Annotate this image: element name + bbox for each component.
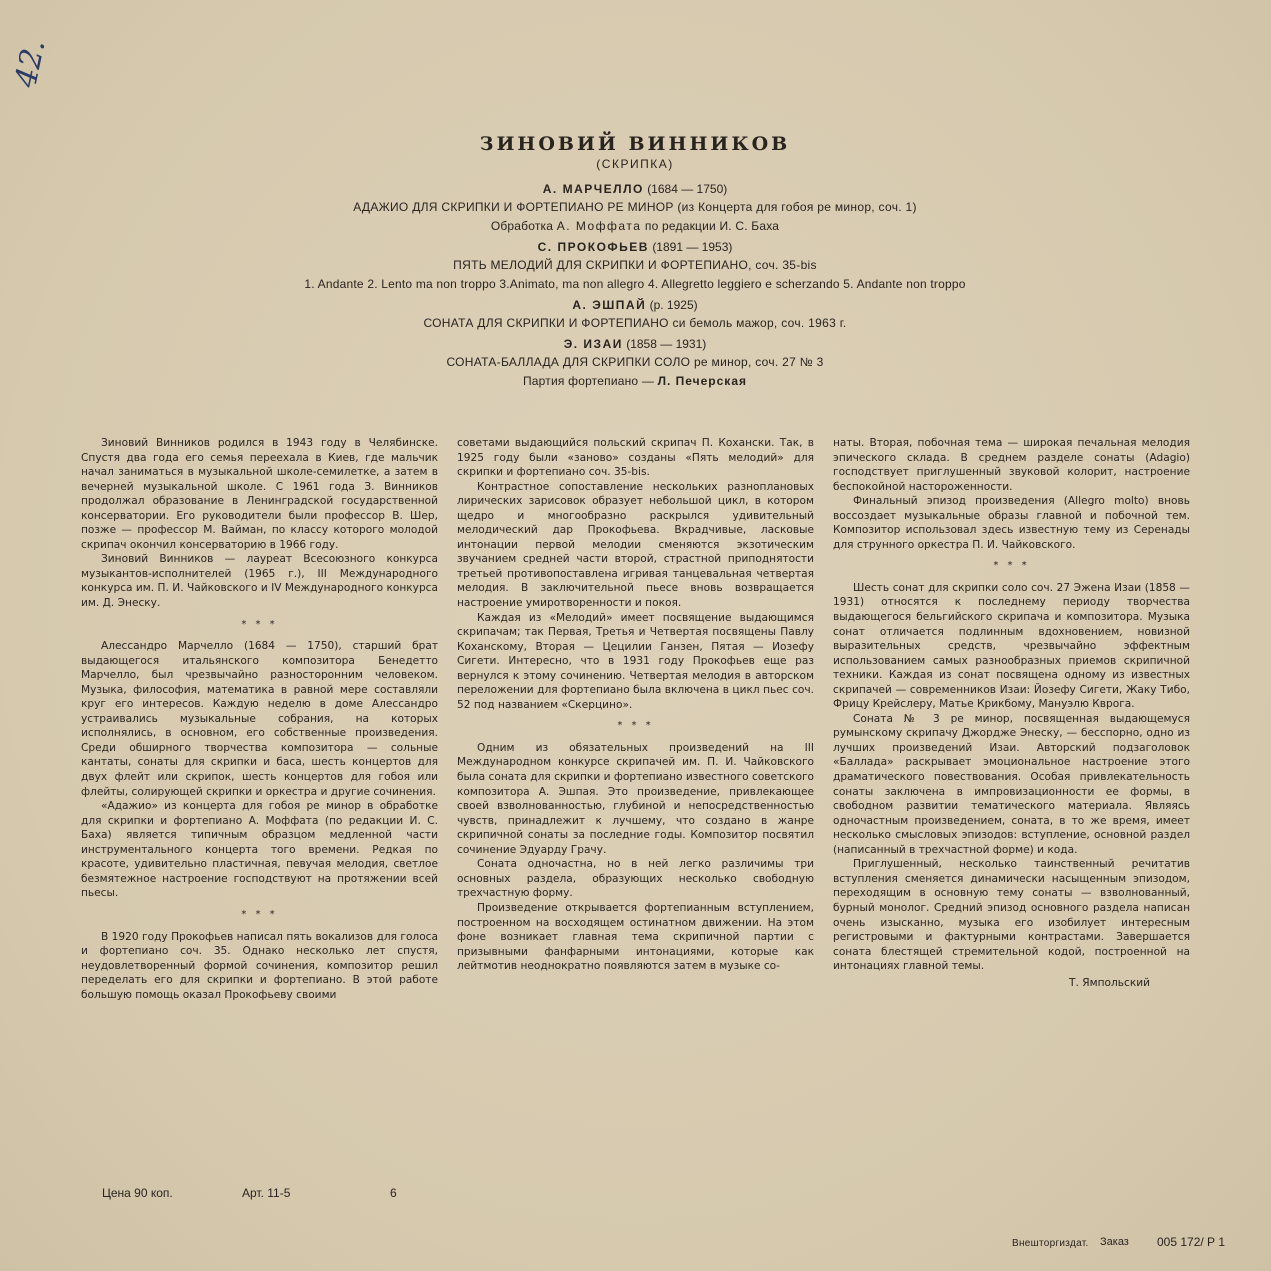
arrangement-suffix: по редакции И. С. Баха [644,219,780,233]
composer-name: С. ПРОКОФЬЕВ [537,240,649,254]
piece-ysaye [160,335,1110,391]
paragraph: советами выдающийся польский скрипач П. Кохански. Так, в 1925 году были «заново» созданы «Пять мелодий» для скрипки и фортепиано соч. 35-bis. [457,437,814,479]
work-title: АДАЖИО ДЛЯ СКРИПКИ И ФОРТЕПИАНО РЕ МИНОР (из Концерта для гобоя ре минор, соч. 1) [353,200,917,214]
artist-name: ЗИНОВИЙ ВИННИКОВ [479,133,791,155]
artist-instrument: (СКРИПКА) [596,157,674,171]
piece-eshpai [160,296,1110,333]
section-separator: * * * [241,908,278,920]
price-label: Цена 90 коп. [102,1186,173,1200]
liner-notes-column-2 [457,436,814,974]
section-separator: * * * [617,720,654,732]
composer-name: А. МАРЧЕЛЛО [542,182,644,196]
work-title: СОНАТА-БАЛЛАДА ДЛЯ СКРИПКИ СОЛО ре минор, соч. 27 № 3 [446,355,824,369]
order-number: 005 172/ Р 1 [1157,1235,1226,1249]
movements-list: 1. Andante 2. Lento ma non troppo 3.Animato, ma non allegro 4. Allegretto leggiero e scherzando 5. Andante non troppo [304,277,966,291]
paragraph: Финальный эпизод произведения (Allegro molto) вновь воссоздает музыкальные образы главной и побочной тем. Композитор использовал здесь известную тему из Серенады для струнного оркестра П. И. Чайковского. [833,495,1190,551]
paragraph: Приглушенный, несколько таинственный речитатив вступления сменяется динамически насыщенным эпизодом, переходящим в основную тему сонаты — взволнованный, бурный монолог. Средний эпизод основного раздела написан очень изысканно, музыка его изобилует интересным регистровыми и фактурными контрастами. Завершается соната блестящей стремительной кодой, построенной на интонациях главной темы. [833,858,1190,973]
liner-notes-column-3 [833,436,1190,990]
piece-marcello [160,180,1110,236]
piece-prokofiev [160,238,1110,294]
liner-notes-column-1 [81,436,438,1002]
arranger-name: А. Моффата [556,219,642,233]
composer-line [160,335,1110,353]
work-title: ПЯТЬ МЕЛОДИЙ ДЛЯ СКРИПКИ И ФОРТЕПИАНО, соч. 35-bis [453,258,817,272]
handwritten-mark: 42. [8,36,53,91]
paragraph: Контрастное сопоставление нескольких разноплановых лирических зарисовок образует небольшой цикл, в котором щедро и многообразно раскрылся удивительный мелодический дар Прокофьева. Вкрадчивые, ласковые интонации первой мелодии сменяются экзотическим звучанием средней части второй, страстной приподнятости третьей противопоставлена игривая танцевальная четвертая мелодия. В заключительной пьесе вновь возвращается настроение умиротворенности и покоя. [457,480,814,610]
paragraph: Одним из обязательных произведений на III Международном конкурсе скрипачей им. П. И. Чайковского была соната для скрипки и фортепиано известного советского композитора А. Эшпая. Это произведение, привлекающее своей взволнованностью, глубиной и непосредственностью чувств, принадлежит к лучшему, что создано в жанре скрипичной сонаты за последние годы. Композитор посвятил сочинение Эдуарду Грачу. [457,741,814,856]
publisher-name: Внешторгиздат. [1012,1238,1089,1249]
paragraph: Каждая из «Мелодий» имеет посвящение выдающимся скрипачам; так Первая, Третья и Четвертая посвящены Павлу Коханскому, Вторая — Цецилии Ганзен, Пятая — Иозефу Сигети. Интересно, что в 1931 году Прокофьев еще раз вернулся к этому сочинению. Четвертая мелодия в авторском переложении для фортепиано была включена в цикл пьес соч. 52 под названием «Скерцино». [457,611,814,711]
article-number: Арт. 11-5 [242,1186,291,1200]
section-separator: * * * [993,560,1030,572]
composer-years: (1891 — 1953) [652,240,733,254]
paragraph: Зиновий Винников — лауреат Всесоюзного конкурса музыкантов-исполнителей (1965 г.), III Международного конкурса им. П. И. Чайковского и IV Международного конкурса им. Д. Энеску. [81,553,438,610]
paragraph: Соната одночастна, но в ней легко различимы три основных раздела, образующих несколько свободную трехчастную форму. [457,858,814,900]
paragraph: Соната № 3 ре минор, посвященная выдающемуся румынскому скрипачу Джордже Энеску, — бесспорно, одно из лучших произведений Изаи. Авторский подзаголовок «Баллада» раскрывает эмоциональное настроение этого драматического повествования. Особая привлекательность сонаты заключена в импровизационности ее формы, в свободном развитии тематического материала. Являясь одночастным произведением, соната, в то же время, имеет несколько смысловых эпизодов: вступление, основной раздел (написанный в трехчастной форме) и кода. [833,712,1190,856]
arrangement-prefix: Обработка [490,219,554,233]
work-title: СОНАТА ДЛЯ СКРИПКИ И ФОРТЕПИАНО си бемоль мажор, соч. 1963 г. [423,316,847,330]
pianist-name: Л. Печерская [657,374,747,388]
composer-line [160,180,1110,198]
paragraph: Произведение открывается фортепианным вступлением, построенном на восходящем остинатном движении. На этом фоне возникает главная тема скрипичной партии с призывными фанфарными интонациями, которые как лейтмотив неоднократно появляются затем в музыке со- [457,901,814,973]
piano-credit [160,372,1110,391]
tracklist-header [160,132,1110,391]
paragraph: наты. Вторая, побочная тема — широкая печальная мелодия эпического склада. В среднем разделе сонаты (Adagio) господствует приглушенный звуковой колорит, настроение беспокойной настороженности. [833,437,1190,493]
paragraph: «Адажио» из концерта для гобоя ре минор в обработке для скрипки и фортепиано А. Моффата (по редакции И. С. Баха) является типичным образцом медленной части инструментального концерта того времени. Редкая по красоте, удивительно пластичная, певучая мелодия, светлое безмятежное настроение господствуют на протяжении всей пьесы. [81,800,438,900]
paragraph: Алессандро Марчелло (1684 — 1750), старший брат выдающегося итальянского композитора Бенедетто Марчелло, был чрезвычайно разносторонним человеком. Музыка, философия, математика в равной мере составляли круг его интересов. Каждую неделю в доме Алессандро устраивались музыкальные собрания, на которых исполнялись, в основном, его собственные произведения. Среди обширного творчества композитора — сольные кантаты, сонаты для скрипки и баса, шесть концертов для двух флейт или скрипок, шесть концертов для гобоя или флейты, солирующей скрипки и оркестра и другие сочинения. [81,640,438,798]
composer-years: (1858 — 1931) [626,337,707,351]
arrangement-note [160,217,1110,236]
composer-line [160,296,1110,314]
composer-years: (р. 1925) [649,298,698,312]
composer-line [160,238,1110,256]
author-signature: Т. Ямпольский [1069,976,1150,989]
piano-credit-label: Партия фортепиано — [522,374,655,388]
paragraph: Шесть сонат для скрипки соло соч. 27 Эжена Изаи (1858 — 1931) относятся к последнему периоду творчества выдающегося бельгийского скрипача и композитора. Музыка сонат отличается подлинным вдохновением, новизной выразительных средств, чрезвычайно эффектным использованием самых разнообразных приемов скрипичной техники. Каждая из сонат посвящена одному из известных скрипачей — современников Изаи: Йозефу Сигети, Жаку Тибо, Фрицу Крейслеру, Матье Крикбому, Мануэлю Кврога. [833,581,1190,711]
paragraph: В 1920 году Прокофьев написал пять вокализов для голоса и фортепиано соч. 35. Однако несколько лет спустя, неудовлетворенный формой сочинения, композитор решил переделать его для скрипки и фортепиано. В этой работе большую помощь оказал Прокофьеву своими [81,930,438,1001]
composer-name: Э. ИЗАИ [563,337,623,351]
section-separator: * * * [241,618,278,630]
print-number: 6 [390,1186,397,1200]
paragraph: Зиновий Винников родился в 1943 году в Челябинске. Спустя два года его семья переехала в Киев, где мальчик начал заниматься в музыкальной школе-семилетке, а затем в вечерней музыкальной школе. С 1961 года З. Винников продолжал образование в Ленинградской государственной консерватории. Его руководители были профессор В. Шер, позже — профессор М. Вайман, по классу которого молодой скрипач окончил консерваторию в 1966 году. [81,437,438,551]
composer-name: А. ЭШПАЙ [572,298,647,312]
order-label: Заказ [1100,1236,1129,1248]
composer-years: (1684 — 1750) [647,182,728,196]
